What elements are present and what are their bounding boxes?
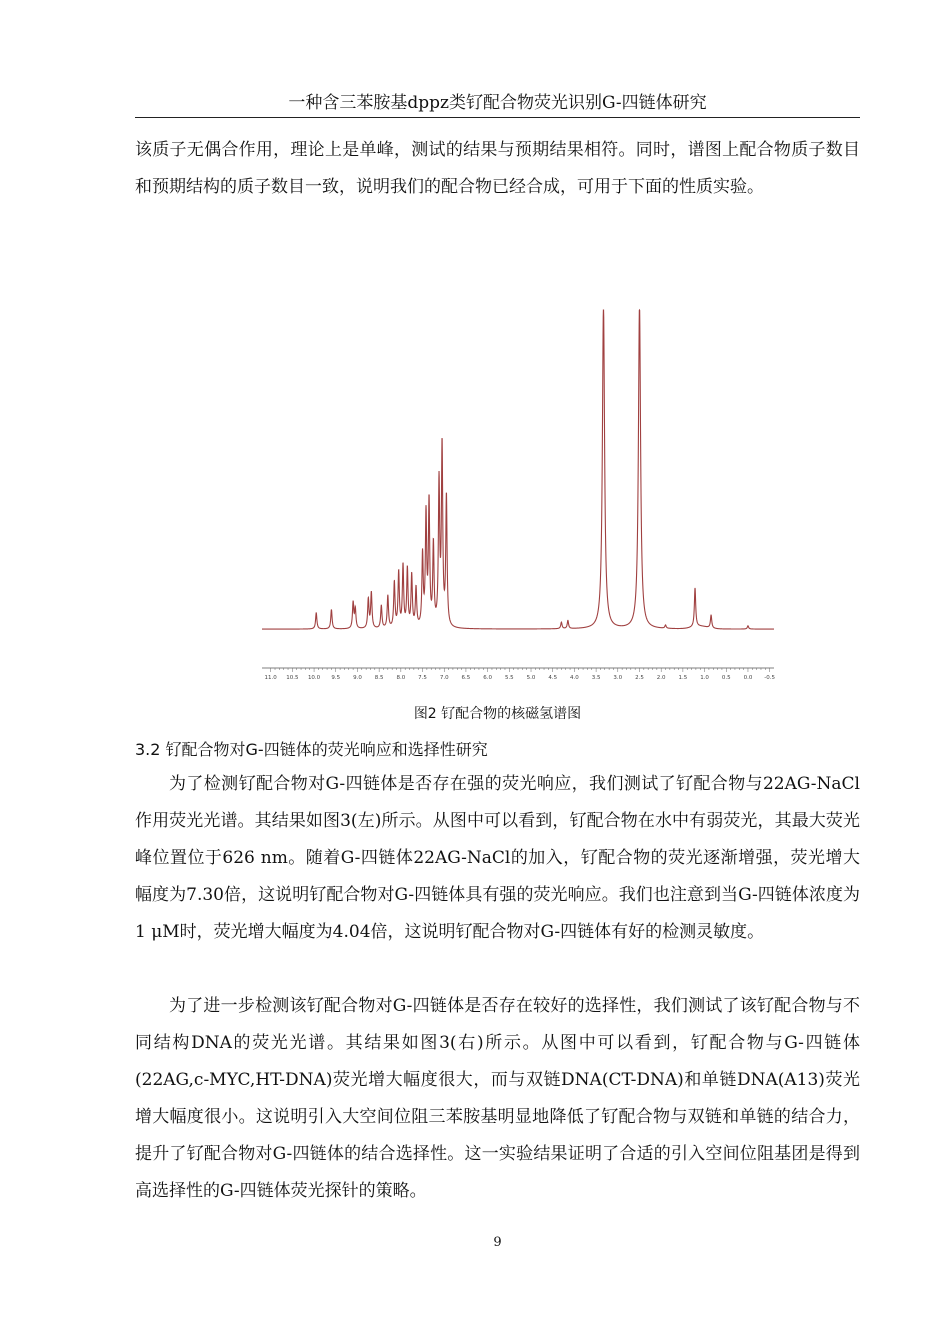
paragraph-1: 该质子无偶合作用，理论上是单峰，测试的结果与预期结果相符。同时，谱图上配合物质子数目和预期结构的质子数目一致，说明我们的配合物已经合成，可用于下面的性质实验。 xyxy=(135,140,860,197)
x-tick-label: 9.5 xyxy=(331,675,341,681)
spectrum-line xyxy=(262,310,774,629)
x-tick-label: 2.0 xyxy=(656,675,666,681)
x-tick-label: 7.5 xyxy=(418,675,427,681)
x-tick-label: 6.5 xyxy=(461,675,471,681)
x-tick-label: 1.5 xyxy=(678,675,688,681)
x-ticks xyxy=(265,668,776,681)
header-rule xyxy=(135,117,860,118)
x-tick-label: 6.0 xyxy=(483,675,493,681)
x-tick-label: 4.0 xyxy=(570,675,579,681)
x-tick-label: 10.5 xyxy=(286,675,299,681)
x-tick-label: 11.0 xyxy=(264,675,277,681)
x-tick-label: 8.5 xyxy=(374,675,384,681)
page-number: 9 xyxy=(493,1235,502,1250)
nmr-spectrum-chart xyxy=(258,300,778,690)
x-tick-label: 9.0 xyxy=(353,675,362,681)
figure-caption: 图2 钌配合物的核磁氢谱图 xyxy=(413,706,582,722)
x-tick-label: 10.0 xyxy=(307,675,321,681)
x-tick-label: 3.0 xyxy=(613,675,623,681)
x-tick-label: 0.5 xyxy=(721,675,731,681)
paragraph-2: 为了检测钌配合物对G-四链体是否存在强的荧光响应，我们测试了钌配合物与22AG-NaCl作用荧光光谱。其结果如图3(左)所示。从图中可以看到，钌配合物在水中有弱荧光，其最大荧光峰位置位于626 nm。随着G-四链体22AG-NaCl的加入，钌配合物的荧光逐渐增强，荧光增大幅度为7.30倍，这说明钌配合物对G-四链体具有强的荧光响应。我们也注意到当G-四链体浓度为1 μM时，荧光增大幅度为4.04倍，这说明钌配合物对G-四链体有好的检测灵敏度。 xyxy=(135,774,860,942)
x-tick-label: 7.0 xyxy=(439,675,449,681)
x-tick-label: 5.0 xyxy=(526,675,536,681)
x-tick-label: 4.5 xyxy=(548,675,558,681)
x-tick-label: -0.5 xyxy=(764,675,776,681)
x-tick-label: 0.0 xyxy=(743,675,753,681)
x-tick-label: 8.0 xyxy=(396,675,406,681)
paragraph-3: 为了进一步检测该钌配合物对G-四链体是否存在较好的选择性，我们测试了该钌配合物与不同结构DNA的荧光光谱。其结果如图3(右)所示。从图中可以看到，钌配合物与G-四链体(22AG,c-MYC,HT-DNA)荧光增大幅度很大，而与双链DNA(CT-DNA)和单链DNA(A13)荧光增大幅度很小。这说明引入大空间位阻三苯胺基明显地降低了钌配合物与双链和单链的结合力，提升了钌配合物对G-四链体的结合选择性。这一实验结果证明了合适的引入空间位阻基团是得到高选择性的G-四链体荧光探针的策略。 xyxy=(135,996,860,1201)
x-tick-label: 1.0 xyxy=(700,675,709,681)
x-tick-label: 2.5 xyxy=(635,675,644,681)
section-heading: 3.2 钌配合物对G-四链体的荧光响应和选择性研究 xyxy=(135,740,488,759)
x-tick-label: 5.5 xyxy=(504,675,514,681)
running-header: 一种含三苯胺基dppz类钌配合物荧光识别G-四链体研究 xyxy=(288,93,707,113)
x-tick-label: 3.5 xyxy=(591,675,601,681)
